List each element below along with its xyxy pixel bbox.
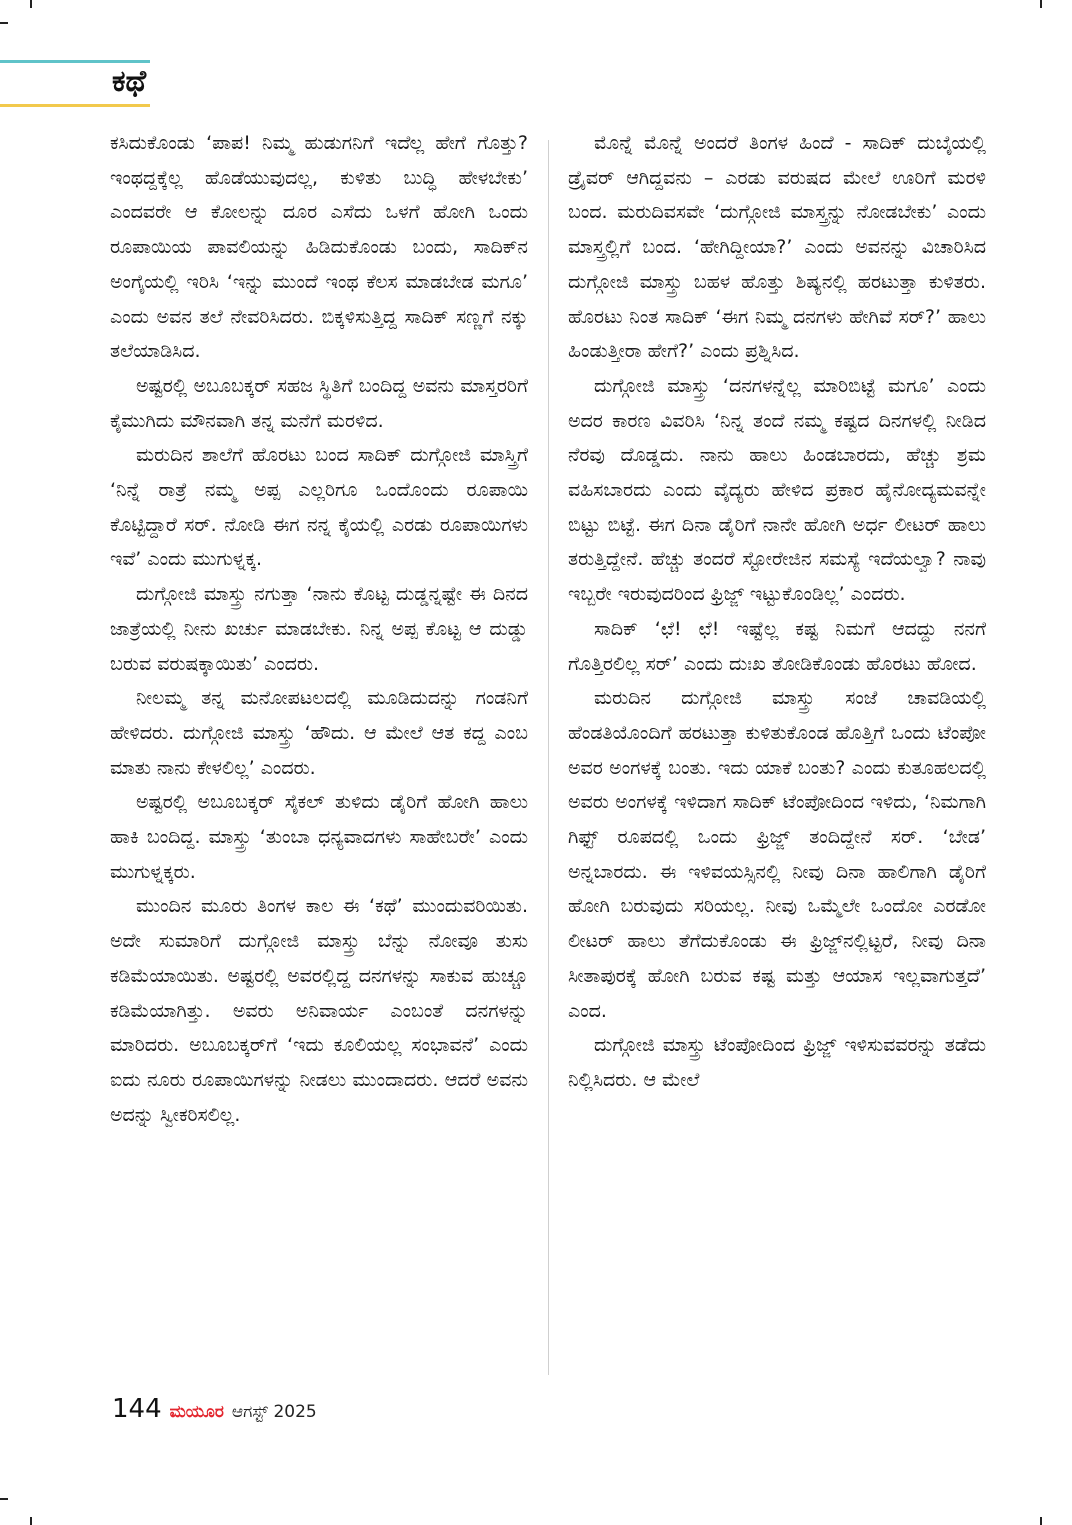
section-title: ಕಥೆ — [112, 64, 147, 99]
page-footer — [112, 1394, 317, 1424]
crop-mark — [30, 1517, 32, 1525]
column-divider — [548, 140, 549, 1375]
paragraph: ನೀಲಮ್ಮ ತನ್ನ ಮನೋಪಟಲದಲ್ಲಿ ಮೂಡಿದುದನ್ನು ಗಂಡನಿಗೆ ಹೇಳಿದರು. ದುಗ್ಗೋಜಿ ಮಾಸ್ತ್ರು ‘ಹೌದು. ಆ ಮೇಲೆ ಆತ ಕದ್ದ ಎಂಬ ಮಾತು ನಾನು ಕೇಳಲಿಲ್ಲ’ ಎಂದರು. — [110, 687, 528, 779]
crop-mark — [1040, 0, 1042, 8]
paragraph: ದುಗ್ಗೋಜಿ ಮಾಸ್ತ್ರು ನಗುತ್ತಾ ‘ನಾನು ಕೊಟ್ಟ ದುಡ್ಡನ್ನಷ್ಟೇ ಈ ದಿನದ ಜಾತ್ರೆಯಲ್ಲಿ ನೀನು ಖರ್ಚು ಮಾಡಬೇಕು. ನಿನ್ನ ಅಪ್ಪ ಕೊಟ್ಟ ಆ ದುಡ್ಡು ಬರುವ ವರುಷಕ್ಕಾಯಿತು’ ಎಂದರು. — [110, 583, 528, 675]
paragraph: ಅಷ್ಟರಲ್ಲಿ ಅಬೂಬಕ್ಕರ್ ಸೈಕಲ್ ತುಳಿದು ಡೈರಿಗೆ ಹೋಗಿ ಹಾಲು ಹಾಕಿ ಬಂದಿದ್ದ. ಮಾಸ್ತ್ರು ‘ತುಂಬಾ ಧನ್ಯವಾದಗಳು ಸಾಹೇಬರೇ’ ಎಂದು ಮುಗುಳ್ನಕ್ಕರು. — [110, 791, 528, 883]
paragraph: ಸಾದಿಕ್ ‘ಛೆ! ಛೆ! ಇಷ್ಟೆಲ್ಲ ಕಷ್ಟ ನಿಮಗೆ ಆದದ್ದು ನನಗೆ ಗೊತ್ತಿರಲಿಲ್ಲ ಸರ್’ ಎಂದು ದುಃಖ ತೋಡಿಕೊಂಡು ಹೊರಟು ಹೋದ. — [568, 617, 986, 675]
paragraph: ಮುಂದಿನ ಮೂರು ತಿಂಗಳ ಕಾಲ ಈ ‘ಕಥೆ’ ಮುಂದುವರಿಯಿತು. ಅದೇ ಸುಮಾರಿಗೆ ದುಗ್ಗೋಜಿ ಮಾಸ್ತ್ರು ಬೆನ್ನು ನೋವೂ ತುಸು ಕಡಿಮೆಯಾಯಿತು. ಅಷ್ಟರಲ್ಲಿ ಅವರಲ್ಲಿದ್ದ ದನಗಳನ್ನು ಸಾಕುವ ಹುಚ್ಚೂ ಕಡಿಮೆಯಾಗಿತ್ತು. ಅವರು ಅನಿವಾರ್ಯ ಎಂಬಂತೆ ದನಗಳನ್ನು ಮಾರಿದರು. ಅಬೂಬಕ್ಕರ್‌ಗೆ ‘ಇದು ಕೂಲಿಯಲ್ಲ ಸಂಭಾವನೆ’ ಎಂದು ಐದು ನೂರು ರೂಪಾಯಿಗಳನ್ನು ನೀಡಲು ಮುಂದಾದರು. ಆದರೆ ಅವನು ಅದನ್ನು ಸ್ವೀಕರಿಸಲಿಲ್ಲ. — [110, 895, 528, 1126]
page-number: 144 — [112, 1394, 162, 1424]
left-column — [110, 126, 528, 1132]
paragraph: ಮರುದಿನ ದುಗ್ಗೋಜಿ ಮಾಸ್ತ್ರು ಸಂಜೆ ಚಾವಡಿಯಲ್ಲಿ ಹೆಂಡತಿಯೊಂದಿಗೆ ಹರಟುತ್ತಾ ಕುಳಿತುಕೊಂಡ ಹೊತ್ತಿಗೆ ಒಂದು ಟೆಂಪೋ ಅವರ ಅಂಗಳಕ್ಕೆ ಬಂತು. ಇದು ಯಾಕೆ ಬಂತು? ಎಂದು ಕುತೂಹಲದಲ್ಲಿ ಅವರು ಅಂಗಳಕ್ಕೆ ಇಳಿದಾಗ ಸಾದಿಕ್ ಟೆಂಪೋದಿಂದ ಇಳಿದು, ‘ನಿಮಗಾಗಿ ಗಿಫ್ಟ್ ರೂಪದಲ್ಲಿ ಒಂದು ಫ್ರಿಜ್ಜ್ ತಂದಿದ್ದೇನೆ ಸರ್. ‘ಬೇಡ’ ಅನ್ನಬಾರದು. ಈ ಇಳಿವಯಸ್ಸಿನಲ್ಲಿ ನೀವು ದಿನಾ ಹಾಲಿಗಾಗಿ ಡೈರಿಗೆ ಹೋಗಿ ಬರುವುದು ಸರಿಯಲ್ಲ. ನೀವು ಒಮ್ಮೆಲೇ ಒಂದೋ ಎರಡೋ ಲೀಟರ್ ಹಾಲು ತೆಗೆದುಕೊಂಡು ಈ ಫ್ರಿಜ್ಜ್‌ನಲ್ಲಿಟ್ಟರೆ, ನೀವು ದಿನಾ ಸೀತಾಪುರಕ್ಕೆ ಹೋಗಿ ಬರುವ ಕಷ್ಟ ಮತ್ತು ಆಯಾಸ ಇಲ್ಲವಾಗುತ್ತದೆ’ ಎಂದ. — [568, 687, 986, 1022]
paragraph: ಅಷ್ಟರಲ್ಲಿ ಅಬೂಬಕ್ಕರ್ ಸಹಜ ಸ್ಥಿತಿಗೆ ಬಂದಿದ್ದ ಅವನು ಮಾಸ್ತರರಿಗೆ ಕೈಮುಗಿದು ಮೌನವಾಗಿ ತನ್ನ ಮನೆಗೆ ಮರಳಿದ. — [110, 374, 528, 432]
magazine-logo: ಮಯೂರ — [169, 1402, 224, 1422]
paragraph: ದುಗ್ಗೋಜಿ ಮಾಸ್ತ್ರು ‘ದನಗಳನ್ನೆಲ್ಲ ಮಾರಿಬಿಟ್ಟೆ ಮಗೂ’ ಎಂದು ಅದರ ಕಾರಣ ವಿವರಿಸಿ ‘ನಿನ್ನ ತಂದೆ ನಮ್ಮ ಕಷ್ಟದ ದಿನಗಳಲ್ಲಿ ನೀಡಿದ ನೆರವು ದೊಡ್ಡದು. ನಾನು ಹಾಲು ಹಿಂಡಬಾರದು, ಹೆಚ್ಚು ಶ್ರಮ ವಹಿಸಬಾರದು ಎಂದು ವೈದ್ಯರು ಹೇಳಿದ ಪ್ರಕಾರ ಹೈನೋದ್ಯಮವನ್ನೇ ಬಿಟ್ಟು ಬಿಟ್ಟೆ. ಈಗ ದಿನಾ ಡೈರಿಗೆ ನಾನೇ ಹೋಗಿ ಅರ್ಧ ಲೀಟರ್ ಹಾಲು ತರುತ್ತಿದ್ದೇನೆ. ಹೆಚ್ಚು ತಂದರೆ ಸ್ಟೋರೇಜಿನ ಸಮಸ್ಯೆ ಇದೆಯಲ್ವಾ? ನಾವು ಇಬ್ಬರೇ ಇರುವುದರಿಂದ ಫ್ರಿಜ್ಜ್ ಇಟ್ಟುಕೊಂಡಿಲ್ಲ’ ಎಂದರು. — [568, 374, 986, 606]
crop-mark — [30, 0, 32, 8]
section-rule-top — [0, 60, 150, 63]
crop-mark — [0, 22, 8, 24]
crop-mark — [1040, 1517, 1042, 1525]
section-rule-bottom — [0, 104, 150, 107]
crop-mark — [0, 1498, 8, 1500]
paragraph: ದುಗ್ಗೋಜಿ ಮಾಸ್ತ್ರು ಟೆಂಪೋದಿಂದ ಫ್ರಿಜ್ಜ್ ಇಳಿಸುವವರನ್ನು ತಡೆದು ನಿಲ್ಲಿಸಿದರು. ಆ ಮೇಲೆ — [568, 1034, 986, 1091]
right-column — [568, 126, 986, 1098]
paragraph: ಕಸಿದುಕೊಂಡು ‘ಪಾಪ! ನಿಮ್ಮ ಹುಡುಗನಿಗೆ ಇದೆಲ್ಲ ಹೇಗೆ ಗೊತ್ತು? ಇಂಥದ್ದಕ್ಕೆಲ್ಲ ಹೊಡೆಯುವುದಲ್ಲ, ಕುಳಿತು ಬುದ್ಧಿ ಹೇಳಬೇಕು’ ಎಂದವರೇ ಆ ಕೋಲನ್ನು ದೂರ ಎಸೆದು ಒಳಗೆ ಹೋಗಿ ಒಂದು ರೂಪಾಯಿಯ ಪಾವಲಿಯನ್ನು ಹಿಡಿದುಕೊಂಡು ಬಂದು, ಸಾದಿಕ್‌ನ ಅಂಗೈಯಲ್ಲಿ ಇರಿಸಿ ‘ಇನ್ನು ಮುಂದೆ ಇಂಥ ಕೆಲಸ ಮಾಡಬೇಡ ಮಗೂ’ ಎಂದು ಅವನ ತಲೆ ನೇವರಿಸಿದರು. ಬಿಕ್ಕಳಿಸುತ್ತಿದ್ದ ಸಾದಿಕ್ ಸಣ್ಣಗೆ ನಕ್ಕು ತಲೆಯಾಡಿಸಿದ. — [110, 132, 528, 363]
paragraph: ಮರುದಿನ ಶಾಲೆಗೆ ಹೊರಟು ಬಂದ ಸಾದಿಕ್ ದುಗ್ಗೋಜಿ ಮಾಸ್ತ್ರಿಗೆ ‘ನಿನ್ನೆ ರಾತ್ರೆ ನಮ್ಮ ಅಪ್ಪ ಎಲ್ಲರಿಗೂ ಒಂದೊಂದು ರೂಪಾಯಿ ಕೊಟ್ಟಿದ್ದಾರೆ ಸರ್. ನೋಡಿ ಈಗ ನನ್ನ ಕೈಯಲ್ಲಿ ಎರಡು ರೂಪಾಯಿಗಳು ಇವೆ’ ಎಂದು ಮುಗುಳ್ನಕ್ಕ. — [110, 444, 528, 571]
issue-date: ಆಗಸ್ಟ್ 2025 — [231, 1402, 317, 1422]
paragraph: ಮೊನ್ನೆ ಮೊನ್ನೆ ಅಂದರೆ ತಿಂಗಳ ಹಿಂದೆ - ಸಾದಿಕ್ ದುಬೈಯಲ್ಲಿ ಡ್ರೈವರ್ ಆಗಿದ್ದವನು – ಎರಡು ವರುಷದ ಮೇಲೆ ಊರಿಗೆ ಮರಳಿ ಬಂದ. ಮರುದಿವಸವೇ ‘ದುಗ್ಗೋಜಿ ಮಾಸ್ತ್ರನ್ನು ನೋಡಬೇಕು’ ಎಂದು ಮಾಸ್ತ್ರಲ್ಲಿಗೆ ಬಂದ. ‘ಹೇಗಿದ್ದೀಯಾ?’ ಎಂದು ಅವನನ್ನು ವಿಚಾರಿಸಿದ ದುಗ್ಗೋಜಿ ಮಾಸ್ತ್ರು ಬಹಳ ಹೊತ್ತು ಶಿಷ್ಯನಲ್ಲಿ ಹರಟುತ್ತಾ ಕುಳಿತರು. ಹೊರಟು ನಿಂತ ಸಾದಿಕ್ ‘ಈಗ ನಿಮ್ಮ ದನಗಳು ಹೇಗಿವೆ ಸರ್?’ ಹಾಲು ಹಿಂಡುತ್ತೀರಾ ಹೇಗೆ?’ ಎಂದು ಪ್ರಶ್ನಿಸಿದ. — [568, 132, 986, 363]
